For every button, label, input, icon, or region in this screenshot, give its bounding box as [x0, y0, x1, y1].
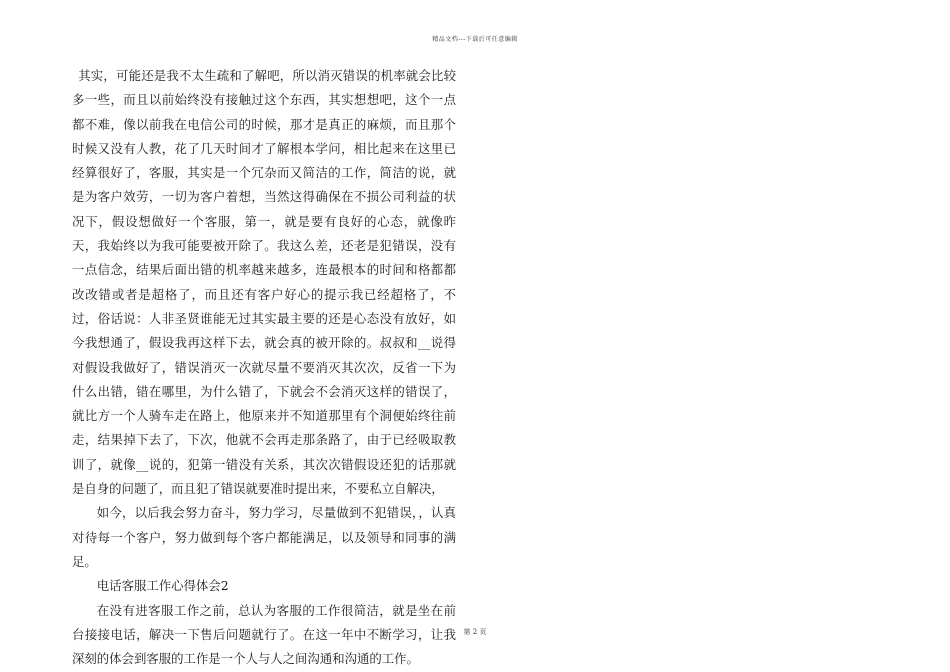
section-heading: 电话客服工作心得体会2	[96, 578, 229, 594]
paragraph: 在没有进客服工作之前，总认为客服的工作很简洁，就是坐在前台接接电话，解决一下售后问题就行了。在这一年中不断学习，让我深刻的体会到客服的工作是一个人与人之间沟通和沟通的工作。	[72, 602, 456, 667]
page-number: 第 2 页	[463, 628, 487, 636]
page-header: 精品文档---下载后可任意编辑	[432, 36, 518, 43]
paragraph: 其实，可能还是我不太生疏和了解吧，所以消灭错误的机率就会比较多一些，而且以前始终没有接触过这个东西，其实想想吧，这个一点都不难，像以前我在电信公司的时候，那才是真正的麻烦，而且那个时候又没有人教，花了几天时间才了解根本学问，相比起来在这里已经算很好了，客服，其实是一个冗杂而又简洁的工作，简洁的说，就是为客户效劳，一切为客户着想，当然这得确保在不损公司利益的状况下，假设想做好一个客服，第一，就是要有良好的心态，就像昨天，我始终以为我可能要被开除了。我这么差，还老是犯错误，没有一点信念，结果后面出错的机率越来越多，连最根本的时间和格都都改改错或者是超格了，而且还有客户好心的提示我已经超格了，不过，俗话说：人非圣贤谁能无过其实最主要的还是心态没有放好，如今我想通了，假设我再这样下去，就会真的被开除的。叔叔和__说得对假设我做好了，错误消灭一次就尽量不要消灭其次次，反省一下为什么出错，错在哪里，为什么错了，下就会不会消灭这样的错误了，就比方一个人骑车走在路上，他原来并不知道那里有个洞便始终往前走，结果掉下去了，下次，他就不会再走那条路了，由于已经吸取教训了，就像__说的，犯第一错没有关系，其次次错假设还犯的话那就是自身的问题了，而且犯了错误就要准时提出来，不要私立自解决，	[72, 68, 456, 497]
paragraph: 如今，以后我会努力奋斗，努力学习，尽量做到不犯错误，，认真对待每一个客户，努力做到每个客户都能满足，以及领导和同事的满足。	[72, 505, 456, 569]
document-body	[72, 64, 456, 671]
